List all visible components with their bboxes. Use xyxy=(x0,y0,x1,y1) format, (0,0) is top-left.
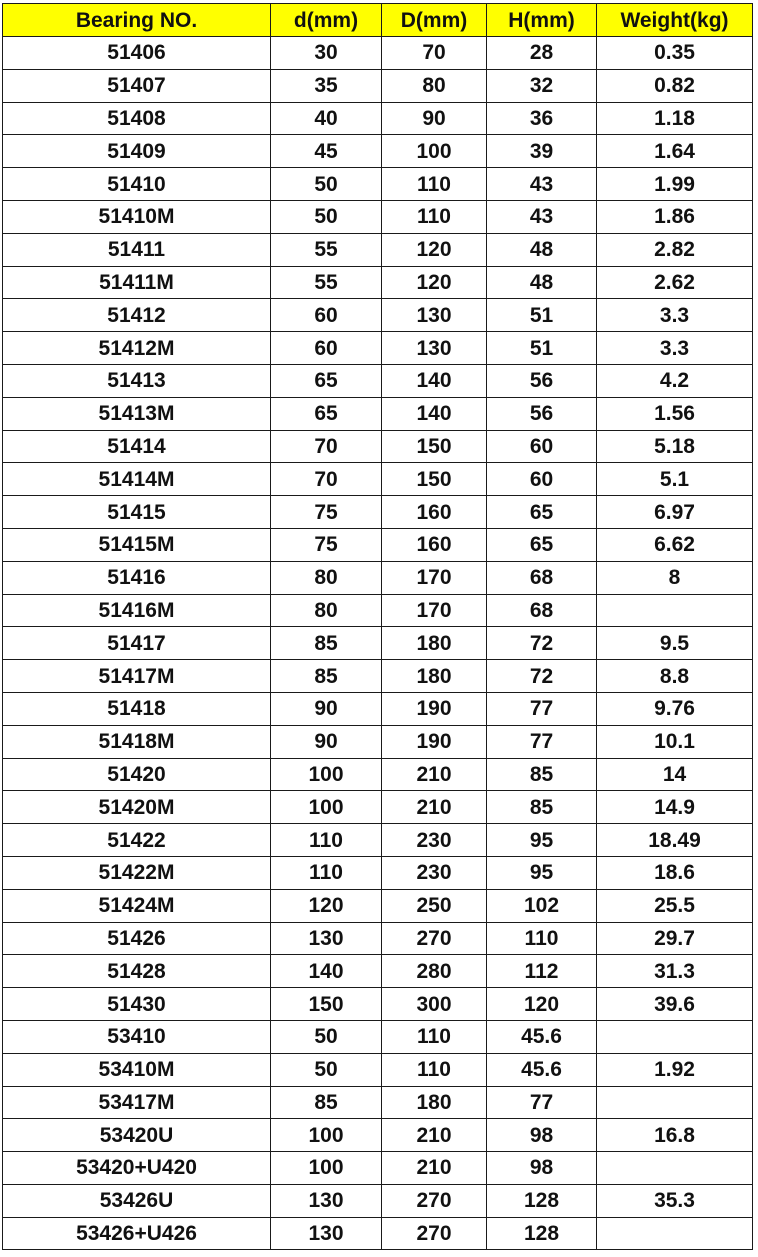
table-row xyxy=(3,1217,753,1250)
cell-outer-diameter: 110 xyxy=(382,1020,487,1053)
cell-weight: 9.76 xyxy=(597,692,753,725)
cell-inner-diameter: 50 xyxy=(271,1053,382,1086)
cell-bearing-no: 51407 xyxy=(3,69,271,102)
cell-height: 98 xyxy=(487,1152,597,1185)
cell-weight xyxy=(597,1217,753,1250)
cell-outer-diameter: 80 xyxy=(382,69,487,102)
cell-inner-diameter: 130 xyxy=(271,922,382,955)
cell-inner-diameter: 30 xyxy=(271,37,382,70)
header-inner-diameter: d(mm) xyxy=(271,4,382,37)
cell-inner-diameter: 70 xyxy=(271,430,382,463)
table-row xyxy=(3,1152,753,1185)
table-row xyxy=(3,200,753,233)
cell-outer-diameter: 130 xyxy=(382,299,487,332)
cell-inner-diameter: 75 xyxy=(271,528,382,561)
cell-outer-diameter: 270 xyxy=(382,1217,487,1250)
header-height: H(mm) xyxy=(487,4,597,37)
cell-outer-diameter: 210 xyxy=(382,1119,487,1152)
cell-height: 85 xyxy=(487,791,597,824)
cell-height: 56 xyxy=(487,364,597,397)
table-row xyxy=(3,725,753,758)
cell-weight xyxy=(597,594,753,627)
cell-bearing-no: 51411M xyxy=(3,266,271,299)
cell-weight: 29.7 xyxy=(597,922,753,955)
cell-inner-diameter: 85 xyxy=(271,627,382,660)
table-row xyxy=(3,594,753,627)
cell-outer-diameter: 270 xyxy=(382,1184,487,1217)
cell-weight xyxy=(597,1020,753,1053)
cell-inner-diameter: 110 xyxy=(271,856,382,889)
cell-outer-diameter: 140 xyxy=(382,397,487,430)
cell-bearing-no: 51415M xyxy=(3,528,271,561)
cell-weight: 18.49 xyxy=(597,824,753,857)
cell-height: 60 xyxy=(487,463,597,496)
cell-inner-diameter: 130 xyxy=(271,1184,382,1217)
cell-weight: 1.86 xyxy=(597,200,753,233)
cell-height: 98 xyxy=(487,1119,597,1152)
cell-weight xyxy=(597,1086,753,1119)
cell-outer-diameter: 190 xyxy=(382,725,487,758)
table-row xyxy=(3,364,753,397)
cell-inner-diameter: 35 xyxy=(271,69,382,102)
cell-inner-diameter: 65 xyxy=(271,397,382,430)
cell-inner-diameter: 60 xyxy=(271,332,382,365)
cell-bearing-no: 51413 xyxy=(3,364,271,397)
cell-height: 95 xyxy=(487,824,597,857)
cell-weight: 2.82 xyxy=(597,233,753,266)
cell-height: 95 xyxy=(487,856,597,889)
table-row xyxy=(3,955,753,988)
cell-inner-diameter: 120 xyxy=(271,889,382,922)
header-weight: Weight(kg) xyxy=(597,4,753,37)
table-row xyxy=(3,102,753,135)
table-row xyxy=(3,692,753,725)
table-row xyxy=(3,528,753,561)
table-row xyxy=(3,824,753,857)
header-bearing-no: Bearing NO. xyxy=(3,4,271,37)
cell-weight: 5.1 xyxy=(597,463,753,496)
cell-outer-diameter: 110 xyxy=(382,1053,487,1086)
cell-inner-diameter: 130 xyxy=(271,1217,382,1250)
cell-outer-diameter: 210 xyxy=(382,1152,487,1185)
cell-weight: 25.5 xyxy=(597,889,753,922)
cell-outer-diameter: 160 xyxy=(382,528,487,561)
table-row xyxy=(3,791,753,824)
table-row xyxy=(3,561,753,594)
cell-inner-diameter: 100 xyxy=(271,791,382,824)
table-row xyxy=(3,988,753,1021)
table-row xyxy=(3,1119,753,1152)
cell-outer-diameter: 120 xyxy=(382,266,487,299)
cell-height: 68 xyxy=(487,594,597,627)
cell-outer-diameter: 110 xyxy=(382,200,487,233)
cell-bearing-no: 51424M xyxy=(3,889,271,922)
cell-outer-diameter: 140 xyxy=(382,364,487,397)
cell-inner-diameter: 140 xyxy=(271,955,382,988)
cell-bearing-no: 51418 xyxy=(3,692,271,725)
cell-inner-diameter: 50 xyxy=(271,1020,382,1053)
cell-height: 48 xyxy=(487,266,597,299)
cell-bearing-no: 51420 xyxy=(3,758,271,791)
table-row xyxy=(3,758,753,791)
cell-height: 68 xyxy=(487,561,597,594)
cell-height: 51 xyxy=(487,332,597,365)
cell-weight: 14.9 xyxy=(597,791,753,824)
cell-inner-diameter: 100 xyxy=(271,758,382,791)
cell-inner-diameter: 90 xyxy=(271,692,382,725)
table-row xyxy=(3,627,753,660)
cell-inner-diameter: 50 xyxy=(271,168,382,201)
cell-weight: 2.62 xyxy=(597,266,753,299)
cell-height: 85 xyxy=(487,758,597,791)
table-row xyxy=(3,69,753,102)
cell-bearing-no: 51430 xyxy=(3,988,271,1021)
cell-bearing-no: 51416M xyxy=(3,594,271,627)
cell-height: 72 xyxy=(487,627,597,660)
cell-bearing-no: 51408 xyxy=(3,102,271,135)
cell-height: 77 xyxy=(487,692,597,725)
cell-height: 43 xyxy=(487,168,597,201)
cell-inner-diameter: 90 xyxy=(271,725,382,758)
cell-inner-diameter: 75 xyxy=(271,496,382,529)
cell-weight: 0.35 xyxy=(597,37,753,70)
cell-bearing-no: 51422M xyxy=(3,856,271,889)
cell-weight: 0.82 xyxy=(597,69,753,102)
cell-bearing-no: 51410M xyxy=(3,200,271,233)
cell-height: 45.6 xyxy=(487,1053,597,1086)
cell-bearing-no: 51417M xyxy=(3,660,271,693)
cell-height: 51 xyxy=(487,299,597,332)
bearing-table-container xyxy=(2,3,752,1250)
cell-bearing-no: 53426U xyxy=(3,1184,271,1217)
cell-bearing-no: 51412 xyxy=(3,299,271,332)
cell-outer-diameter: 180 xyxy=(382,627,487,660)
cell-bearing-no: 51406 xyxy=(3,37,271,70)
cell-bearing-no: 51415 xyxy=(3,496,271,529)
cell-height: 28 xyxy=(487,37,597,70)
table-row xyxy=(3,1020,753,1053)
cell-bearing-no: 53417M xyxy=(3,1086,271,1119)
cell-weight: 10.1 xyxy=(597,725,753,758)
cell-weight: 6.97 xyxy=(597,496,753,529)
cell-outer-diameter: 160 xyxy=(382,496,487,529)
table-body xyxy=(3,37,753,1250)
table-row xyxy=(3,266,753,299)
table-row xyxy=(3,37,753,70)
cell-weight: 8 xyxy=(597,561,753,594)
table-row xyxy=(3,463,753,496)
cell-inner-diameter: 55 xyxy=(271,233,382,266)
table-row xyxy=(3,496,753,529)
cell-bearing-no: 51409 xyxy=(3,135,271,168)
cell-weight: 3.3 xyxy=(597,332,753,365)
cell-inner-diameter: 55 xyxy=(271,266,382,299)
cell-weight: 1.56 xyxy=(597,397,753,430)
cell-outer-diameter: 120 xyxy=(382,233,487,266)
table-row xyxy=(3,1086,753,1119)
cell-weight: 35.3 xyxy=(597,1184,753,1217)
cell-height: 65 xyxy=(487,496,597,529)
cell-weight: 1.18 xyxy=(597,102,753,135)
cell-bearing-no: 53420U xyxy=(3,1119,271,1152)
cell-height: 65 xyxy=(487,528,597,561)
cell-outer-diameter: 270 xyxy=(382,922,487,955)
cell-outer-diameter: 180 xyxy=(382,660,487,693)
header-row xyxy=(3,4,753,37)
cell-outer-diameter: 210 xyxy=(382,791,487,824)
table-row xyxy=(3,430,753,463)
cell-bearing-no: 51414 xyxy=(3,430,271,463)
cell-bearing-no: 51414M xyxy=(3,463,271,496)
cell-outer-diameter: 250 xyxy=(382,889,487,922)
table-row xyxy=(3,1053,753,1086)
cell-inner-diameter: 60 xyxy=(271,299,382,332)
cell-bearing-no: 51422 xyxy=(3,824,271,857)
table-row xyxy=(3,168,753,201)
cell-bearing-no: 51428 xyxy=(3,955,271,988)
table-row xyxy=(3,856,753,889)
table-row xyxy=(3,332,753,365)
cell-bearing-no: 53420+U420 xyxy=(3,1152,271,1185)
cell-inner-diameter: 80 xyxy=(271,561,382,594)
cell-weight: 16.8 xyxy=(597,1119,753,1152)
cell-inner-diameter: 85 xyxy=(271,660,382,693)
cell-height: 48 xyxy=(487,233,597,266)
table-row xyxy=(3,135,753,168)
table-row xyxy=(3,660,753,693)
cell-height: 128 xyxy=(487,1217,597,1250)
cell-weight: 3.3 xyxy=(597,299,753,332)
cell-weight: 1.92 xyxy=(597,1053,753,1086)
cell-bearing-no: 51420M xyxy=(3,791,271,824)
cell-outer-diameter: 230 xyxy=(382,856,487,889)
cell-weight: 1.99 xyxy=(597,168,753,201)
table-row xyxy=(3,299,753,332)
cell-bearing-no: 51418M xyxy=(3,725,271,758)
cell-height: 32 xyxy=(487,69,597,102)
cell-outer-diameter: 150 xyxy=(382,463,487,496)
cell-weight: 8.8 xyxy=(597,660,753,693)
cell-height: 128 xyxy=(487,1184,597,1217)
cell-outer-diameter: 110 xyxy=(382,168,487,201)
cell-outer-diameter: 210 xyxy=(382,758,487,791)
table-row xyxy=(3,889,753,922)
cell-height: 77 xyxy=(487,1086,597,1119)
table-row xyxy=(3,1184,753,1217)
cell-height: 77 xyxy=(487,725,597,758)
header-outer-diameter: D(mm) xyxy=(382,4,487,37)
cell-inner-diameter: 110 xyxy=(271,824,382,857)
cell-outer-diameter: 70 xyxy=(382,37,487,70)
cell-height: 56 xyxy=(487,397,597,430)
table-row xyxy=(3,397,753,430)
cell-height: 102 xyxy=(487,889,597,922)
cell-bearing-no: 53410 xyxy=(3,1020,271,1053)
cell-height: 110 xyxy=(487,922,597,955)
cell-height: 112 xyxy=(487,955,597,988)
cell-weight: 5.18 xyxy=(597,430,753,463)
table-row xyxy=(3,922,753,955)
cell-bearing-no: 51412M xyxy=(3,332,271,365)
cell-bearing-no: 51413M xyxy=(3,397,271,430)
cell-bearing-no: 51410 xyxy=(3,168,271,201)
cell-weight: 14 xyxy=(597,758,753,791)
cell-height: 43 xyxy=(487,200,597,233)
cell-bearing-no: 53426+U426 xyxy=(3,1217,271,1250)
cell-height: 39 xyxy=(487,135,597,168)
cell-height: 120 xyxy=(487,988,597,1021)
cell-outer-diameter: 150 xyxy=(382,430,487,463)
cell-outer-diameter: 180 xyxy=(382,1086,487,1119)
cell-outer-diameter: 130 xyxy=(382,332,487,365)
cell-weight: 1.64 xyxy=(597,135,753,168)
cell-inner-diameter: 80 xyxy=(271,594,382,627)
cell-inner-diameter: 45 xyxy=(271,135,382,168)
cell-inner-diameter: 40 xyxy=(271,102,382,135)
cell-outer-diameter: 280 xyxy=(382,955,487,988)
cell-weight: 31.3 xyxy=(597,955,753,988)
cell-height: 60 xyxy=(487,430,597,463)
cell-inner-diameter: 150 xyxy=(271,988,382,1021)
cell-weight: 4.2 xyxy=(597,364,753,397)
cell-height: 36 xyxy=(487,102,597,135)
cell-outer-diameter: 90 xyxy=(382,102,487,135)
cell-inner-diameter: 70 xyxy=(271,463,382,496)
cell-inner-diameter: 50 xyxy=(271,200,382,233)
cell-outer-diameter: 170 xyxy=(382,561,487,594)
cell-outer-diameter: 100 xyxy=(382,135,487,168)
cell-bearing-no: 53410M xyxy=(3,1053,271,1086)
cell-outer-diameter: 300 xyxy=(382,988,487,1021)
cell-weight: 18.6 xyxy=(597,856,753,889)
bearing-spec-table xyxy=(2,3,753,1250)
cell-inner-diameter: 100 xyxy=(271,1152,382,1185)
cell-outer-diameter: 230 xyxy=(382,824,487,857)
cell-weight xyxy=(597,1152,753,1185)
cell-inner-diameter: 100 xyxy=(271,1119,382,1152)
cell-outer-diameter: 190 xyxy=(382,692,487,725)
cell-bearing-no: 51426 xyxy=(3,922,271,955)
cell-weight: 39.6 xyxy=(597,988,753,1021)
cell-weight: 6.62 xyxy=(597,528,753,561)
table-row xyxy=(3,233,753,266)
cell-bearing-no: 51417 xyxy=(3,627,271,660)
cell-outer-diameter: 170 xyxy=(382,594,487,627)
cell-height: 45.6 xyxy=(487,1020,597,1053)
cell-bearing-no: 51416 xyxy=(3,561,271,594)
cell-height: 72 xyxy=(487,660,597,693)
cell-weight: 9.5 xyxy=(597,627,753,660)
cell-inner-diameter: 85 xyxy=(271,1086,382,1119)
cell-bearing-no: 51411 xyxy=(3,233,271,266)
cell-inner-diameter: 65 xyxy=(271,364,382,397)
